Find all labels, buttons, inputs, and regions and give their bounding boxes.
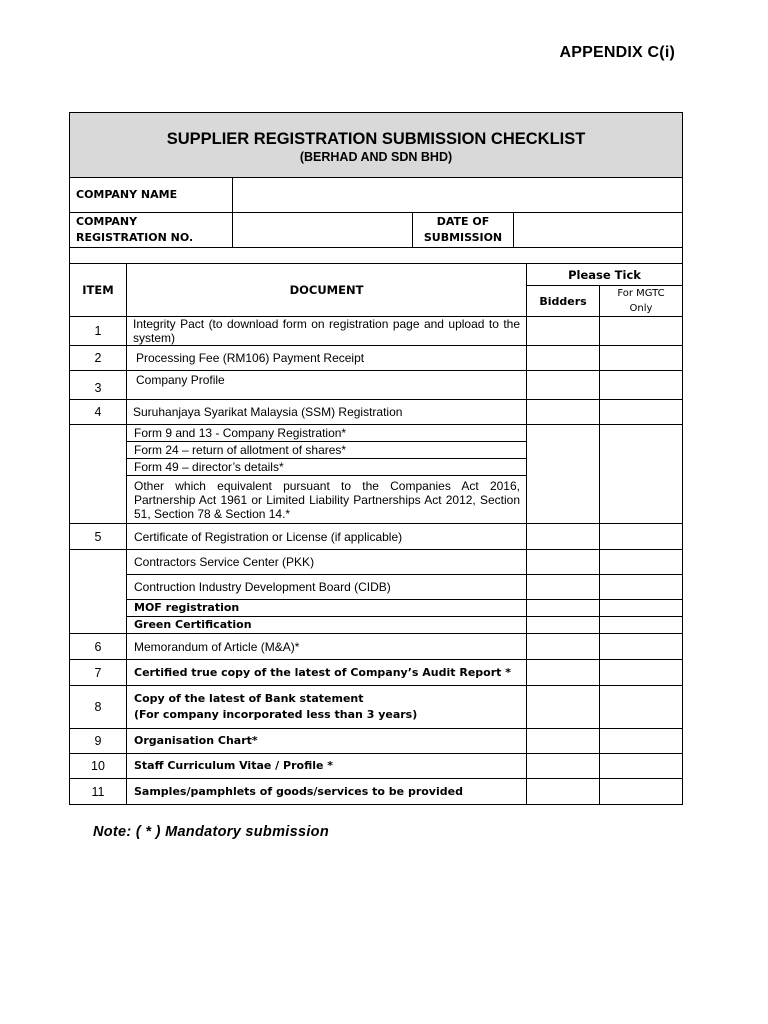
mgtc-tick-cell[interactable] — [600, 754, 683, 779]
company-name-label: COMPANY NAME — [70, 178, 233, 213]
mgtc-tick-cell[interactable] — [600, 550, 683, 575]
date-label-line1: DATE OF — [436, 215, 490, 228]
document-header: DOCUMENT — [127, 264, 527, 317]
item-number: 11 — [70, 779, 127, 805]
company-reg-label-line1: COMPANY — [76, 215, 138, 228]
bidders-tick-cell[interactable] — [527, 371, 600, 400]
please-tick-header: Please Tick — [527, 264, 683, 286]
table-row — [70, 600, 683, 617]
document-text: Contractors Service Center (PKK) — [127, 550, 527, 575]
mgtc-tick-cell[interactable] — [600, 779, 683, 805]
checklist-table — [69, 263, 683, 805]
bidders-tick-cell[interactable] — [527, 575, 600, 600]
bidders-tick-cell[interactable] — [527, 600, 600, 617]
bidders-tick-cell[interactable] — [527, 729, 600, 754]
item-number: 1 — [70, 317, 127, 346]
bidders-header: Bidders — [527, 286, 600, 317]
bidders-tick-cell[interactable] — [527, 317, 600, 346]
bidders-tick-cell[interactable] — [527, 754, 600, 779]
mgtc-tick-cell[interactable] — [600, 317, 683, 346]
mgtc-header — [600, 286, 683, 317]
mgtc-tick-cell[interactable] — [600, 425, 683, 524]
document-text: Processing Fee (RM106) Payment Receipt — [127, 346, 527, 371]
bidders-tick-cell[interactable] — [527, 617, 600, 634]
company-reg-field[interactable] — [233, 213, 413, 248]
item-number: 9 — [70, 729, 127, 754]
document-text: Form 49 – director’s details* — [127, 459, 527, 476]
document-text — [127, 686, 527, 729]
table-row — [70, 754, 683, 779]
item-header: ITEM — [70, 264, 127, 317]
table-row — [70, 634, 683, 660]
table-row — [70, 686, 683, 729]
table-row — [70, 425, 683, 442]
document-text: Integrity Pact (to download form on registration page and upload to the system) — [127, 317, 527, 346]
document-text: Staff Curriculum Vitae / Profile * — [127, 754, 527, 779]
item-number: 5 — [70, 524, 127, 550]
document-text-line2: (For company incorporated less than 3 years) — [134, 708, 418, 721]
item-number: 3 — [70, 371, 127, 400]
mgtc-tick-cell[interactable] — [600, 660, 683, 686]
table-row — [70, 550, 683, 575]
company-name-field[interactable] — [233, 178, 683, 213]
document-text: Certificate of Registration or License (if applicable) — [127, 524, 527, 550]
item-number: 8 — [70, 686, 127, 729]
document-text: Form 9 and 13 - Company Registration* — [127, 425, 527, 442]
table-row — [70, 400, 683, 425]
table-row — [70, 729, 683, 754]
mgtc-header-line2: Only — [629, 303, 653, 314]
item-number: 2 — [70, 346, 127, 371]
mgtc-tick-cell[interactable] — [600, 346, 683, 371]
document-text: Company Profile — [127, 371, 527, 400]
document-text-line1: Copy of the latest of Bank statement — [134, 692, 364, 705]
document-text: Form 24 – return of allotment of shares* — [127, 442, 527, 459]
document-text: Contruction Industry Development Board (CIDB) — [127, 575, 527, 600]
document-text: Certified true copy of the latest of Company’s Audit Report * — [127, 660, 527, 686]
appendix-label: APPENDIX C(i) — [559, 44, 675, 61]
date-submission-field[interactable] — [514, 213, 683, 248]
mgtc-tick-cell[interactable] — [600, 371, 683, 400]
spacer-row — [70, 248, 683, 264]
document-text: Suruhanjaya Syarikat Malaysia (SSM) Registration — [127, 400, 527, 425]
item-number: 10 — [70, 754, 127, 779]
bidders-tick-cell[interactable] — [527, 779, 600, 805]
bidders-tick-cell[interactable] — [527, 660, 600, 686]
table-row — [70, 371, 683, 400]
bidders-tick-cell[interactable] — [527, 634, 600, 660]
bidders-tick-cell[interactable] — [527, 550, 600, 575]
checklist-form — [69, 112, 682, 805]
form-title: SUPPLIER REGISTRATION SUBMISSION CHECKLIST — [166, 130, 586, 148]
document-text: Memorandum of Article (M&A)* — [127, 634, 527, 660]
document-text: Green Certification — [127, 617, 527, 634]
table-row — [70, 779, 683, 805]
company-reg-label-line2: REGISTRATION NO. — [76, 231, 194, 244]
table-row — [70, 524, 683, 550]
mgtc-tick-cell[interactable] — [600, 617, 683, 634]
document-text: Organisation Chart* — [127, 729, 527, 754]
table-row — [70, 346, 683, 371]
mgtc-header-line1: For MGTC — [617, 288, 665, 299]
bidders-tick-cell[interactable] — [527, 400, 600, 425]
form-subtitle: (BERHAD AND SDN BHD) — [299, 150, 453, 164]
item-number-empty — [70, 550, 127, 634]
table-row — [70, 317, 683, 346]
document-text: Other which equivalent pursuant to the Companies Act 2016, Partnership Act 1961 or Limited Liability Partnerships Act 2012, Section 51, Section 78 & Section 14.* — [127, 476, 527, 524]
mandatory-note: Note: ( * ) Mandatory submission — [93, 824, 329, 840]
title-block — [70, 113, 683, 178]
date-submission-label — [413, 213, 514, 248]
date-label-line2: SUBMISSION — [423, 231, 503, 244]
document-text: MOF registration — [127, 600, 527, 617]
mgtc-tick-cell[interactable] — [600, 400, 683, 425]
mgtc-tick-cell[interactable] — [600, 600, 683, 617]
item-number: 4 — [70, 400, 127, 425]
bidders-tick-cell[interactable] — [527, 425, 600, 524]
item-number: 6 — [70, 634, 127, 660]
mgtc-tick-cell[interactable] — [600, 634, 683, 660]
bidders-tick-cell[interactable] — [527, 346, 600, 371]
table-row — [70, 660, 683, 686]
mgtc-tick-cell[interactable] — [600, 524, 683, 550]
mgtc-tick-cell[interactable] — [600, 686, 683, 729]
table-row — [70, 617, 683, 634]
table-row — [70, 575, 683, 600]
item-number: 7 — [70, 660, 127, 686]
header-table — [69, 112, 683, 264]
mgtc-tick-cell[interactable] — [600, 575, 683, 600]
company-reg-label — [70, 213, 233, 248]
mgtc-tick-cell[interactable] — [600, 729, 683, 754]
document-text: Samples/pamphlets of goods/services to be provided — [127, 779, 527, 805]
bidders-tick-cell[interactable] — [527, 524, 600, 550]
item-number-empty — [70, 425, 127, 524]
bidders-tick-cell[interactable] — [527, 686, 600, 729]
